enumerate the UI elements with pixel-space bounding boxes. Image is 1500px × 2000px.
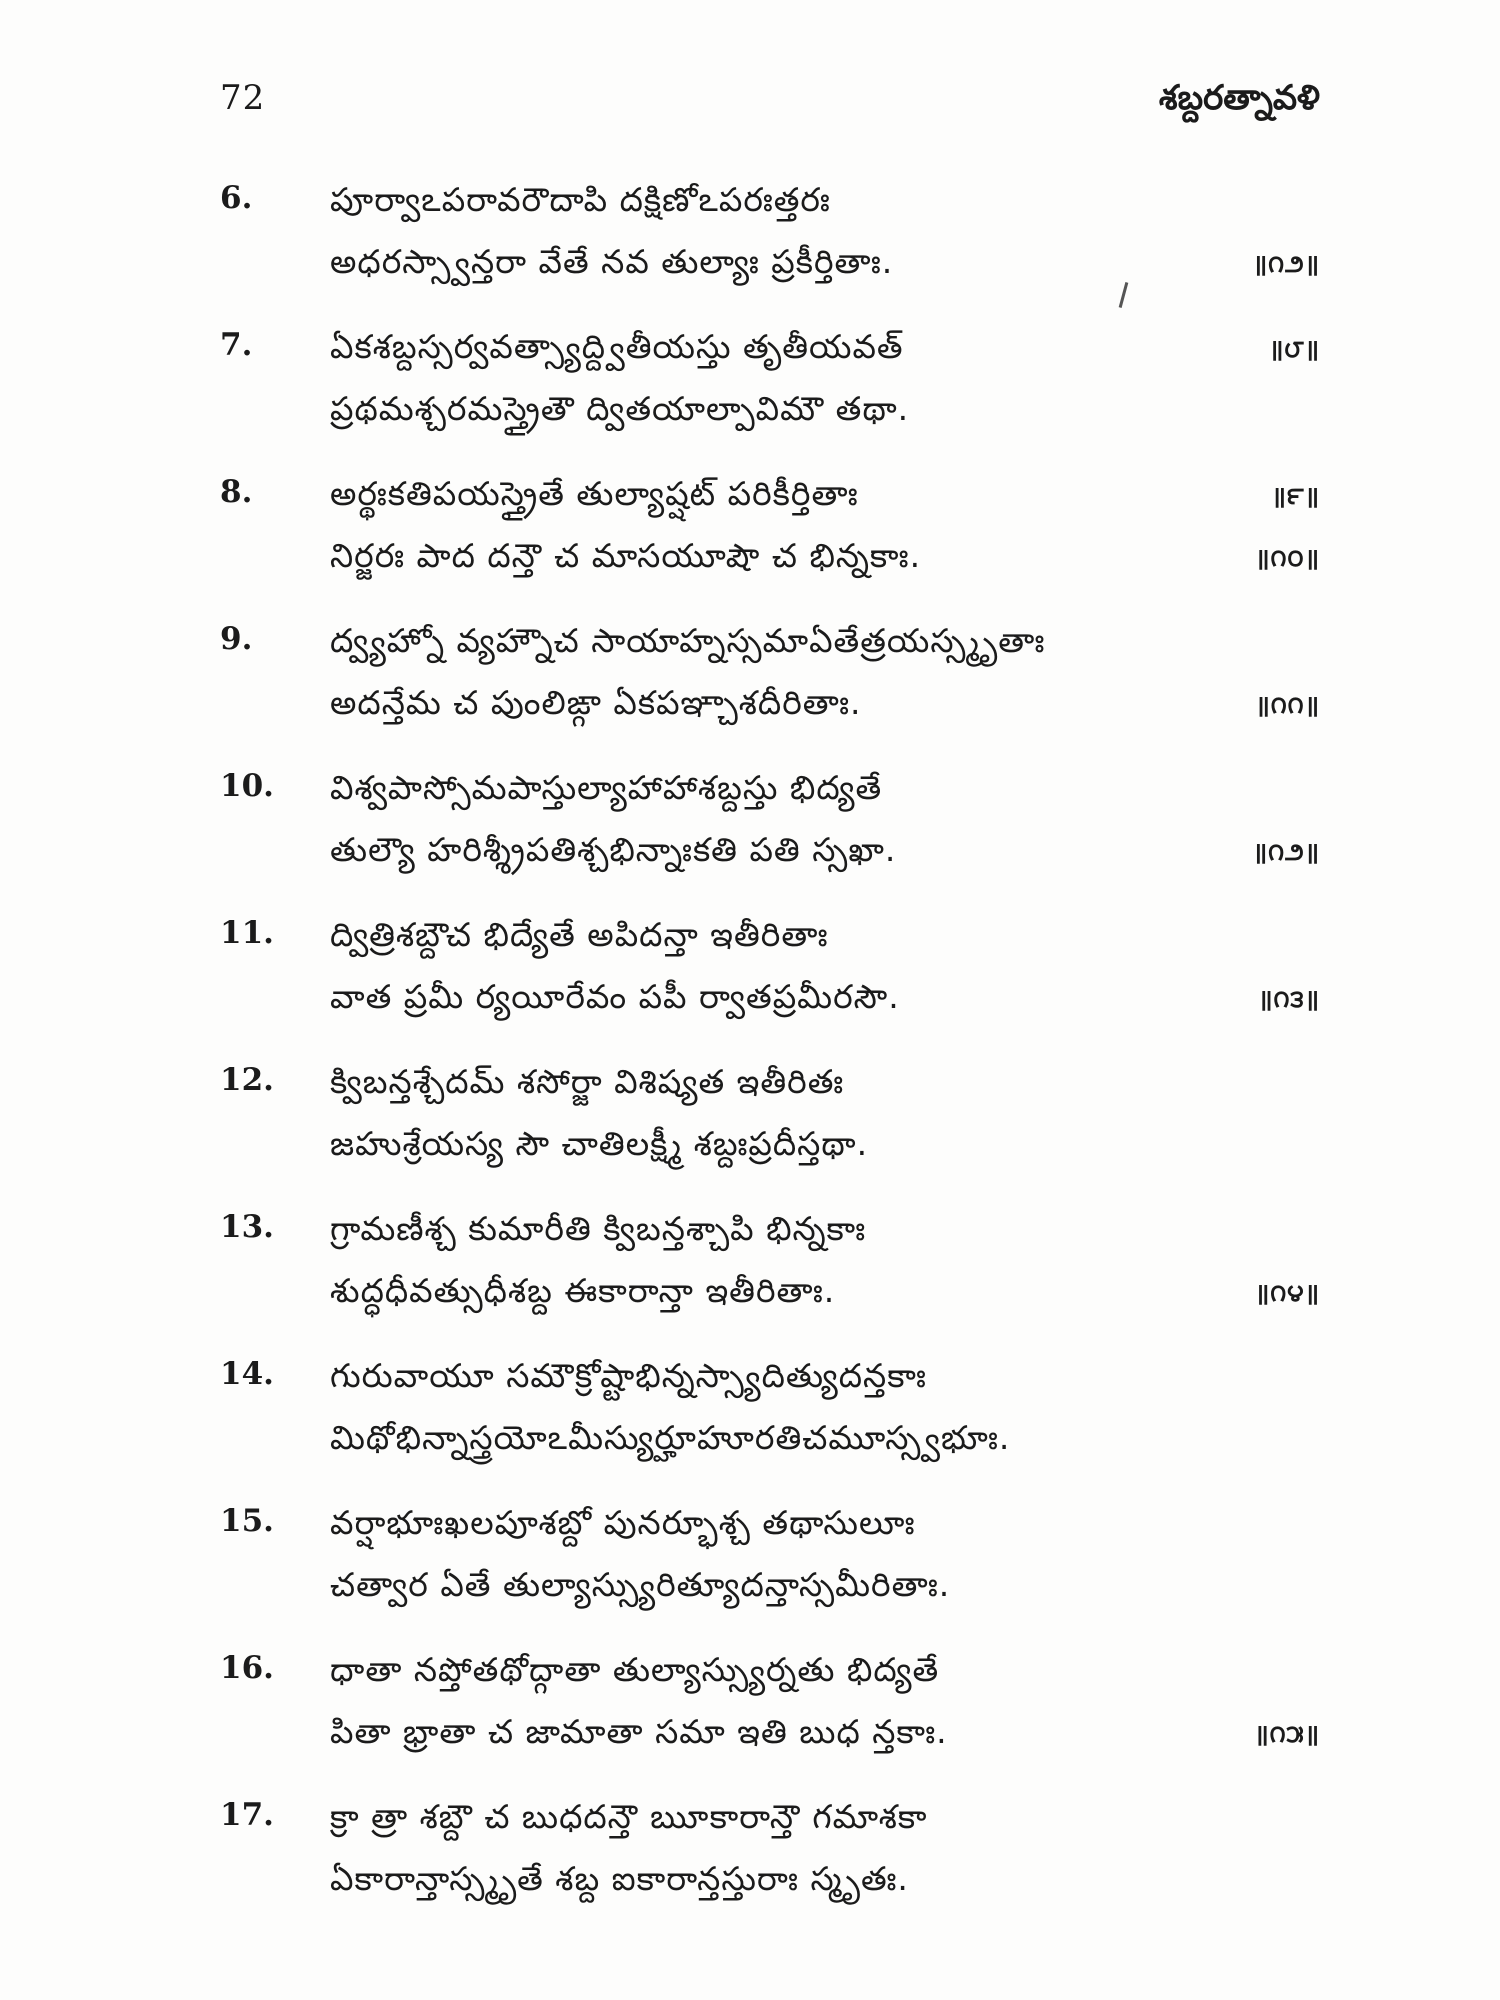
verse-marker: ॥౯॥	[1271, 482, 1320, 510]
verse-line: ధాతా నప్తోతథోద్గాతా తుల్యాస్స్యుర్నతు భిద్యతే	[330, 1650, 940, 1689]
running-title: శబ్దరత్నావళి	[1158, 78, 1320, 118]
verse-number: 15.	[220, 1503, 274, 1539]
verse-7	[220, 327, 1320, 457]
verse-line: వర్షాభూఃఖలపూశబ్దో పునర్భూశ్చ తథాసులూః	[330, 1503, 916, 1542]
verse-marker: ॥౧౧॥	[1255, 691, 1320, 719]
verse-number: 9.	[220, 621, 253, 657]
verse-15	[220, 1503, 1320, 1633]
verse-line: నిర్జరః పాద దన్తౌ చ మాసయూషౌ చ భిన్నకాః.	[330, 536, 922, 575]
verse-marker: ॥౧౩॥	[1258, 985, 1320, 1013]
verse-14	[220, 1356, 1320, 1486]
verse-line: ఏకశబ్దస్సర్వవత్స్యాద్ద్వితీయస్తు తృతీయవత్	[330, 327, 904, 366]
verse-marker: ॥౧౦॥	[1255, 544, 1320, 572]
verse-16	[220, 1650, 1320, 1780]
verse-line: గురువాయూ సమౌక్రోష్టాభిన్నస్స్యాదిత్యుదన్తకాః	[330, 1356, 927, 1395]
verse-8	[220, 474, 1320, 604]
verse-marker: ॥౧౫॥	[1254, 1720, 1320, 1748]
verse-marker: ॥౮॥	[1268, 335, 1320, 363]
verse-line: గ్రామణీశ్చ కుమారీతి క్విబన్తశ్చాపి భిన్నకాః	[330, 1209, 867, 1248]
verse-number: 7.	[220, 327, 253, 363]
verse-11	[220, 915, 1320, 1045]
verse-13	[220, 1209, 1320, 1339]
verse-line: పూర్వాఽపరావరౌదాపి దక్షిణోఽపరఃత్తరః	[330, 180, 831, 219]
verse-line: ద్వ్యహ్నో వ్యహ్నౌచ సాయాహ్నస్సమాఏతేత్రయస్స్మృతాః	[330, 621, 1046, 660]
verse-line: ఏకారాన్తాస్స్మృతే శబ్ద ఐకారాన్తస్తురాః స్మృతః.	[330, 1859, 909, 1898]
verse-12	[220, 1062, 1320, 1192]
verse-number: 13.	[220, 1209, 274, 1245]
verse-10	[220, 768, 1320, 898]
verse-6	[220, 180, 1320, 310]
verse-number: 17.	[220, 1797, 274, 1833]
verse-number: 8.	[220, 474, 253, 510]
verse-line: విశ్వపాస్సోమపాస్తుల్యాహాహాశబ్దస్తు భిద్యతే	[330, 768, 883, 807]
page-number: 72	[220, 78, 266, 118]
verse-line: తుల్యౌ హరిశ్శ్రీపతిశ్చభిన్నాఃకతి పతి స్సఖా.	[330, 830, 897, 869]
verse-number: 11.	[220, 915, 274, 951]
verse-line: వాత ప్రమీ ర్యయీరేవం పపీ ర్వాతప్రమీరసౌ.	[330, 977, 900, 1016]
verse-line: పితా భ్రాతా చ జామాతా సమా ఇతి బుధ న్తకాః.	[330, 1712, 948, 1751]
verse-line: అదన్తేమ చ పుంలిఙ్గా ఏకపఞ్చాశదీరితాః.	[330, 683, 862, 722]
verse-line: మిథోభిన్నాస్త్రయోఽమీస్యుర్హూహూరతిచమూస్స్వభూః.	[330, 1418, 1011, 1457]
verse-number: 10.	[220, 768, 274, 804]
verse-line: ద్విత్రిశబ్దౌచ భిద్యేతే అపిదన్తా ఇతీరితాః	[330, 915, 829, 954]
verse-line: శుద్ధధీవత్సుధీశబ్ద ఈకారాన్తా ఇతీరితాః.	[330, 1271, 836, 1310]
verse-line: అర్థఃకతిపయస్త్రైతే తుల్యాష్షట్ పరికీర్తితాః	[330, 474, 859, 513]
verse-line: అధరస్స్వాన్తరా వేతే నవ తుల్యాః ప్రకీర్తితాః.	[330, 242, 894, 281]
verse-line: క్విబన్తశ్చేదమ్ శసోర్జా విశిష్యత ఇతీరితః	[330, 1062, 845, 1101]
verse-marker: ॥౧౨॥	[1252, 838, 1320, 866]
verse-number: 6.	[220, 180, 253, 216]
verse-17	[220, 1797, 1320, 1927]
verse-line: ప్రథమశ్చరమస్త్రైతౌ ద్వితయాల్పావిమౌ తథా.	[330, 389, 910, 428]
verse-9	[220, 621, 1320, 751]
verse-line: జహుశ్రేయస్య సౌ చాతిలక్ష్మీ శబ్దఃప్రదీస్తథా.	[330, 1124, 869, 1163]
verse-number: 16.	[220, 1650, 274, 1686]
verse-number: 12.	[220, 1062, 274, 1098]
verse-number: 14.	[220, 1356, 274, 1392]
verse-marker: ॥౧౨॥	[1252, 250, 1320, 278]
verse-line: చత్వార ఏతే తుల్యాస్స్యురిత్యూదన్తాస్సమీరితాః.	[330, 1565, 951, 1604]
verse-marker: ॥౧౪॥	[1254, 1279, 1320, 1307]
verse-line: క్రా త్రా శబ్దౌ చ బుధదన్తౌ ౠకారాన్తౌ గమాశకా	[330, 1797, 928, 1836]
page-header	[220, 78, 1320, 138]
